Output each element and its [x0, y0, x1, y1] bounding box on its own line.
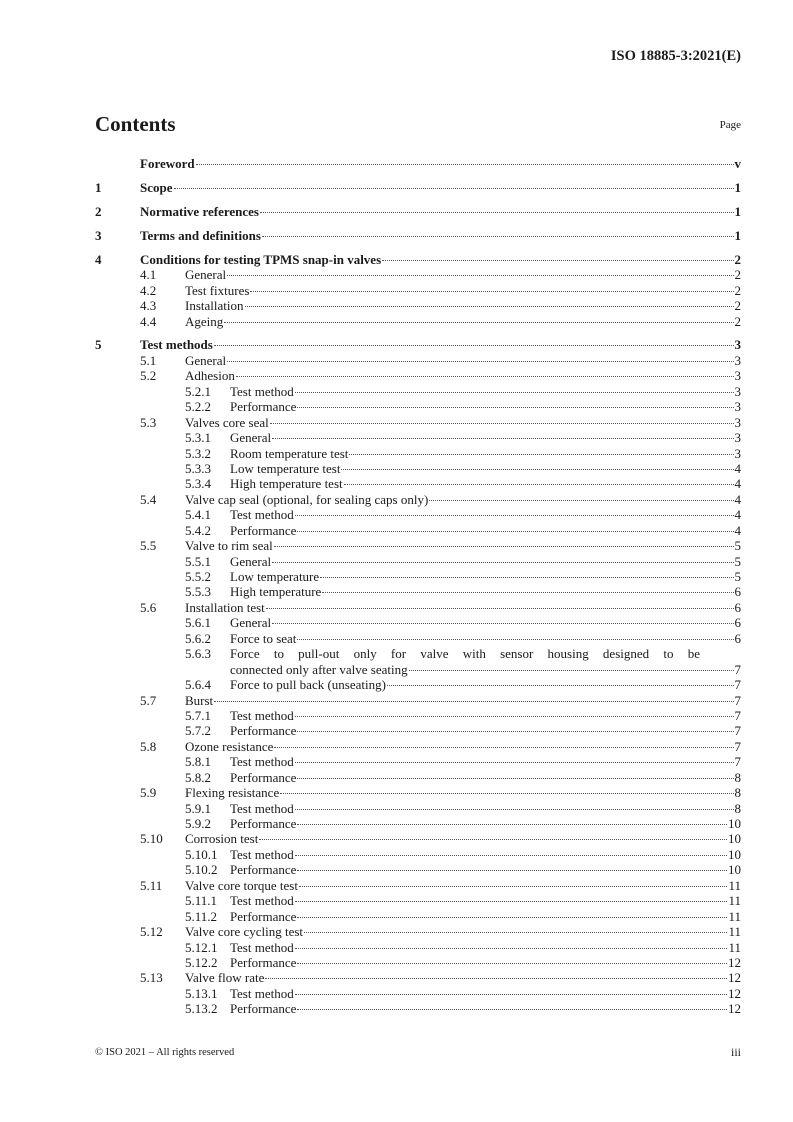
toc-entry-title: Force to pull back (unseating) [230, 677, 386, 693]
toc-entry-page: 10 [728, 816, 741, 831]
dot-leader [297, 731, 733, 732]
toc-entry-title: Corrosion test [185, 831, 259, 847]
toc-entry-title: Burst [185, 692, 214, 708]
toc-entry-page: 10 [728, 831, 741, 847]
toc-entry-number: 5.6.2 [185, 630, 211, 646]
toc-entry-page: 7 [734, 692, 741, 708]
toc-entry-page: 7 [734, 661, 741, 677]
toc-entry-number: 5.3.3 [185, 460, 211, 476]
toc-entry-page: 2 [734, 267, 741, 283]
toc-entry-title: Normative references [140, 203, 259, 219]
dot-leader [270, 423, 734, 424]
toc-entry-page: 2 [734, 251, 741, 267]
toc-entry-number: 5.11.1 [185, 893, 218, 909]
toc-entry[interactable] [95, 801, 741, 816]
toc-entry-title: Performance [230, 399, 297, 415]
dot-leader [272, 562, 733, 563]
toc-entry[interactable] [95, 723, 741, 738]
toc-entry[interactable] [95, 252, 741, 267]
toc-entry-page: 8 [734, 800, 741, 816]
dot-leader [259, 839, 727, 840]
toc-entry[interactable] [95, 631, 741, 646]
dot-leader [224, 322, 733, 323]
dot-leader [297, 870, 727, 871]
dot-leader [274, 747, 733, 748]
toc-entry-title: Valve cap seal (optional, for sealing caps only) [185, 491, 429, 507]
dot-leader [295, 392, 734, 393]
toc-entry-title: Low temperature [230, 569, 320, 584]
toc-entry-title: Performance [230, 908, 297, 924]
toc-entry-number: 4.1 [140, 267, 157, 283]
footer-copyright: © ISO 2021 – All rights reserved [95, 1047, 235, 1058]
toc-entry-page: 7 [734, 738, 741, 754]
toc-entry-page: 6 [734, 599, 741, 615]
dot-leader [341, 469, 733, 470]
toc-entry[interactable] [95, 600, 741, 615]
toc-entry[interactable] [95, 337, 741, 352]
toc-entry[interactable] [95, 476, 741, 491]
toc-entry-page: 3 [734, 430, 741, 446]
toc-entry-title: Valve to rim seal [185, 538, 273, 554]
toc-entry-page: 12 [728, 985, 741, 1001]
toc-entry[interactable] [95, 180, 741, 195]
toc-entry[interactable] [95, 430, 741, 445]
toc-entry-page: 8 [734, 769, 741, 785]
toc-entry[interactable] [95, 693, 741, 708]
toc-entry-continuation[interactable] [95, 662, 741, 677]
toc-entry-title: General [185, 352, 227, 368]
toc-entry-page: 12 [728, 954, 741, 970]
toc-entry-number: 5.13 [140, 970, 163, 986]
dot-leader [214, 701, 733, 702]
toc-entry-title: High temperature test [230, 476, 343, 492]
toc-entry[interactable] [95, 314, 741, 329]
toc-entry-title: Ozone resistance [185, 738, 274, 754]
dot-leader [297, 1009, 727, 1010]
toc-entry-title: Test method [230, 707, 294, 723]
toc-entry[interactable] [95, 955, 741, 970]
toc-entry-page: v [734, 156, 741, 171]
toc-entry-number: 5.5.1 [185, 553, 211, 569]
toc-entry-page: 11 [728, 908, 741, 924]
toc-entry[interactable] [95, 677, 741, 692]
toc-entry-page: 11 [728, 924, 741, 940]
dot-leader [322, 592, 733, 593]
toc-entry[interactable] [95, 507, 741, 522]
toc-entry[interactable] [95, 156, 741, 171]
toc-entry-number: 5.2.1 [185, 383, 211, 399]
toc-entry-number: 5.13.1 [185, 985, 218, 1001]
dot-leader [320, 577, 733, 578]
toc-entry[interactable] [95, 492, 741, 507]
toc-entry-page: 6 [734, 630, 741, 646]
toc-entry[interactable] [95, 924, 741, 939]
toc-entry-page: 2 [734, 298, 741, 314]
toc-entry-number: 5.11 [140, 877, 163, 893]
dot-leader [297, 407, 733, 408]
toc-entry[interactable] [95, 770, 741, 785]
toc-entry-page: 5 [734, 538, 741, 554]
toc-entry[interactable] [95, 893, 741, 908]
toc-entry-number: 5 [95, 337, 102, 353]
toc-entry-page: 1 [734, 227, 741, 243]
toc-entry-title: Valve core cycling test [185, 924, 304, 940]
dot-leader [250, 291, 733, 292]
toc-entry-number: 5.11.2 [185, 908, 218, 924]
toc-entry-title: Performance [230, 1001, 297, 1017]
dot-leader [349, 454, 733, 455]
dot-leader [429, 500, 733, 501]
toc-entry-page: 4 [734, 507, 741, 523]
toc-entry-number: 5.9.1 [185, 800, 211, 816]
dot-leader [260, 212, 734, 213]
toc-entry-title: Performance [230, 862, 297, 878]
toc-entry-title: Conditions for testing TPMS snap-in valves [140, 251, 382, 267]
toc-entry-title: Ageing [185, 313, 224, 329]
toc-entry[interactable] [95, 228, 741, 243]
dot-leader [295, 762, 734, 763]
toc-entry-number: 5.6 [140, 599, 157, 615]
toc-entry[interactable] [95, 584, 741, 599]
toc-entry-number: 5.1 [140, 352, 157, 368]
toc-entry-number: 5.4.2 [185, 522, 211, 538]
toc-entry-number: 5.13.2 [185, 1001, 218, 1017]
dot-leader [304, 932, 727, 933]
dot-leader [295, 515, 734, 516]
dot-leader [174, 188, 734, 189]
toc-entry-number: 5.6.4 [185, 677, 211, 693]
toc-entry-title: General [230, 430, 272, 446]
dot-leader [227, 275, 733, 276]
toc-entry[interactable] [95, 878, 741, 893]
toc-entry[interactable] [95, 461, 741, 476]
dot-leader [245, 306, 734, 307]
dot-leader [297, 917, 727, 918]
toc-entry[interactable] [95, 615, 741, 630]
toc-entry[interactable] [95, 739, 741, 754]
toc-entry-page: 5 [734, 553, 741, 569]
toc-entry-title: Performance [230, 522, 297, 538]
toc-entry-title: Installation test [185, 599, 265, 615]
toc-entry-number: 5.8 [140, 738, 157, 754]
toc-entry-page: 1 [734, 179, 741, 195]
dot-leader [295, 716, 734, 717]
toc-entry-title: Low temperature test [230, 460, 341, 476]
toc-entry-title: Adhesion [185, 368, 235, 384]
dot-leader [387, 685, 734, 686]
toc-entry-page: 12 [728, 1001, 741, 1017]
toc-entry-number: 5.9 [140, 785, 157, 801]
toc-entry-page: 11 [728, 893, 741, 909]
dot-leader [262, 236, 734, 237]
toc-entry-title: Test fixtures [185, 282, 250, 298]
toc-entry-page: 3 [734, 337, 741, 353]
toc-entry-number: 5.3.2 [185, 445, 211, 461]
toc-entry-title: High temperature [230, 584, 322, 600]
toc-entry-title: Performance [230, 954, 297, 970]
dot-leader [297, 639, 733, 640]
toc-entry[interactable] [95, 970, 741, 985]
toc-entry-page: 1 [734, 203, 741, 219]
dot-leader [297, 824, 727, 825]
dot-leader [297, 963, 727, 964]
toc-entry-number: 5.5.3 [185, 584, 211, 600]
toc-entry-title-continued: connected only after valve seating [230, 661, 408, 677]
toc-entry-title: Test method [230, 754, 294, 770]
toc-entry-page: 12 [728, 970, 741, 986]
footer-page-number: iii [730, 1045, 741, 1059]
dot-leader [227, 361, 733, 362]
toc-entry-number: 5.12.2 [185, 954, 218, 970]
toc-entry-number: 5.5.2 [185, 569, 211, 584]
toc-entry-title: Installation [185, 298, 244, 314]
toc-entry-title: Performance [230, 816, 297, 831]
dot-leader [295, 948, 728, 949]
dot-leader [266, 608, 734, 609]
dot-leader [272, 623, 733, 624]
toc-entry-page: 6 [734, 584, 741, 600]
toc-entry[interactable] [95, 847, 741, 862]
dot-leader [196, 164, 734, 165]
toc-entry-number: 5.2.2 [185, 399, 211, 415]
toc-entry[interactable] [95, 283, 741, 298]
toc-entry-number: 5.3.4 [185, 476, 211, 492]
toc-entry[interactable] [95, 523, 741, 538]
toc-entry-title: Terms and definitions [140, 227, 261, 243]
toc-entry-number: 5.5 [140, 538, 157, 554]
toc-entry-title: Scope [140, 179, 173, 195]
dot-leader [214, 345, 734, 346]
toc-entry-page: 3 [734, 368, 741, 384]
toc-entry[interactable] [95, 909, 741, 924]
toc-entry-number: 5.3.1 [185, 430, 211, 446]
toc-entry-page: 10 [728, 846, 741, 862]
toc-entry[interactable] [95, 785, 741, 800]
toc-entry-number: 5.6.1 [185, 615, 211, 631]
toc-entry-page: 2 [734, 282, 741, 298]
toc-entry-page: 3 [734, 414, 741, 430]
toc-entry-number: 4 [95, 251, 102, 267]
dot-leader [295, 994, 727, 995]
toc-entry-page: 11 [728, 939, 741, 955]
toc-entry-title: General [230, 615, 272, 631]
toc-entry-number: 5.10.1 [185, 846, 218, 862]
toc-entry-number: 3 [95, 227, 102, 243]
toc-entry-number: 5.8.1 [185, 754, 211, 770]
toc-entry-page: 3 [734, 352, 741, 368]
table-of-contents [95, 156, 741, 1017]
toc-entry-page: 3 [734, 445, 741, 461]
toc-entry-page: 11 [728, 877, 741, 893]
toc-entry-title: Foreword [140, 156, 195, 171]
toc-entry-title: General [185, 267, 227, 283]
toc-entry-title: Test method [230, 846, 294, 862]
toc-entry-number: 4.3 [140, 298, 157, 314]
toc-entry-number: 5.8.2 [185, 769, 211, 785]
dot-leader [297, 778, 733, 779]
toc-entry-title: Test method [230, 383, 294, 399]
toc-entry-number: 5.10.2 [185, 862, 218, 878]
toc-entry[interactable] [95, 353, 741, 368]
dot-leader [295, 901, 728, 902]
toc-entry-title: Test method [230, 800, 294, 816]
toc-entry[interactable] [95, 569, 741, 584]
toc-entry-page: 6 [734, 615, 741, 631]
dot-leader [236, 376, 734, 377]
toc-entry-number: 5.6.3 [185, 646, 211, 662]
dot-leader [295, 809, 734, 810]
toc-entry-title: Performance [230, 723, 297, 739]
toc-entry-number: 5.4 [140, 491, 157, 507]
toc-entry-number: 5.12 [140, 924, 163, 940]
toc-entry-number: 5.10 [140, 831, 163, 847]
dot-leader [344, 484, 734, 485]
toc-entry-number: 5.2 [140, 368, 157, 384]
toc-entry-number: 5.7.2 [185, 723, 211, 739]
toc-entry-title: Test method [230, 985, 294, 1001]
toc-entry[interactable] [95, 1001, 741, 1016]
dot-leader [280, 793, 733, 794]
toc-entry-title: Valve core torque test [185, 877, 298, 893]
toc-entry-title: General [230, 553, 272, 569]
toc-entry-page: 4 [734, 522, 741, 538]
toc-entry[interactable] [95, 646, 741, 661]
toc-entry-page: 7 [734, 754, 741, 770]
toc-entry-number: 1 [95, 179, 102, 195]
toc-entry-page: 4 [734, 476, 741, 492]
toc-entry-number: 5.3 [140, 414, 157, 430]
toc-entry-title: Performance [230, 769, 297, 785]
toc-entry[interactable] [95, 986, 741, 1001]
dot-leader [272, 438, 733, 439]
toc-entry-title: Force to seat [230, 630, 297, 646]
toc-entry-page: 4 [734, 491, 741, 507]
toc-entry[interactable] [95, 708, 741, 723]
toc-entry-page: 7 [734, 677, 741, 693]
toc-entry-title: Flexing resistance [185, 785, 280, 801]
toc-entry[interactable] [95, 267, 741, 282]
toc-entry-number: 5.4.1 [185, 507, 211, 523]
toc-entry-title: Test method [230, 507, 294, 523]
dot-leader [297, 531, 733, 532]
page-column-label: Page [719, 119, 741, 131]
toc-entry-page: 7 [734, 707, 741, 723]
toc-entry-page: 3 [734, 399, 741, 415]
toc-entry-number: 5.7.1 [185, 707, 211, 723]
toc-entry-number: 5.12.1 [185, 939, 218, 955]
dot-leader [274, 546, 734, 547]
toc-entry-page: 10 [728, 862, 741, 878]
document-id-header: ISO 18885-3:2021(E) [610, 48, 741, 64]
toc-entry-page: 7 [734, 723, 741, 739]
toc-entry[interactable] [95, 384, 741, 399]
toc-entry-page: 5 [734, 569, 741, 584]
toc-entry-number: 4.4 [140, 313, 157, 329]
toc-entry[interactable] [95, 816, 741, 831]
dot-leader [409, 670, 734, 671]
toc-entry[interactable] [95, 554, 741, 569]
dot-leader [299, 886, 727, 887]
toc-entry[interactable] [95, 446, 741, 461]
toc-entry-number: 2 [95, 203, 102, 219]
dot-leader [265, 978, 727, 979]
dot-leader [295, 855, 727, 856]
toc-entry-title: Test method [230, 939, 294, 955]
toc-entry-page: 4 [734, 460, 741, 476]
toc-entry[interactable] [95, 831, 741, 846]
toc-entry-title: Valve flow rate [185, 970, 265, 986]
toc-entry-page: 8 [734, 785, 741, 801]
toc-entry-page: 2 [734, 313, 741, 329]
toc-entry-title: Room temperature test [230, 445, 349, 461]
dot-leader [382, 260, 733, 261]
toc-entry-title: Force to pull-out only for valve with sensor housing designed to be [230, 646, 700, 662]
toc-entry[interactable] [95, 204, 741, 219]
toc-entry[interactable] [95, 538, 741, 553]
toc-entry[interactable] [95, 368, 741, 383]
toc-entry[interactable] [95, 399, 741, 414]
page-title: Contents [95, 112, 176, 136]
toc-entry-number: 5.9.2 [185, 816, 211, 831]
toc-entry-title: Test methods [140, 337, 213, 353]
toc-entry[interactable] [95, 862, 741, 877]
toc-entry-number: 4.2 [140, 282, 157, 298]
toc-entry[interactable] [95, 298, 741, 313]
toc-entry[interactable] [95, 415, 741, 430]
toc-entry[interactable] [95, 754, 741, 769]
toc-entry[interactable] [95, 940, 741, 955]
toc-entry-number: 5.7 [140, 692, 157, 708]
toc-entry-title: Valves core seal [185, 414, 269, 430]
toc-entry-page: 3 [734, 383, 741, 399]
toc-entry-title: Test method [230, 893, 294, 909]
